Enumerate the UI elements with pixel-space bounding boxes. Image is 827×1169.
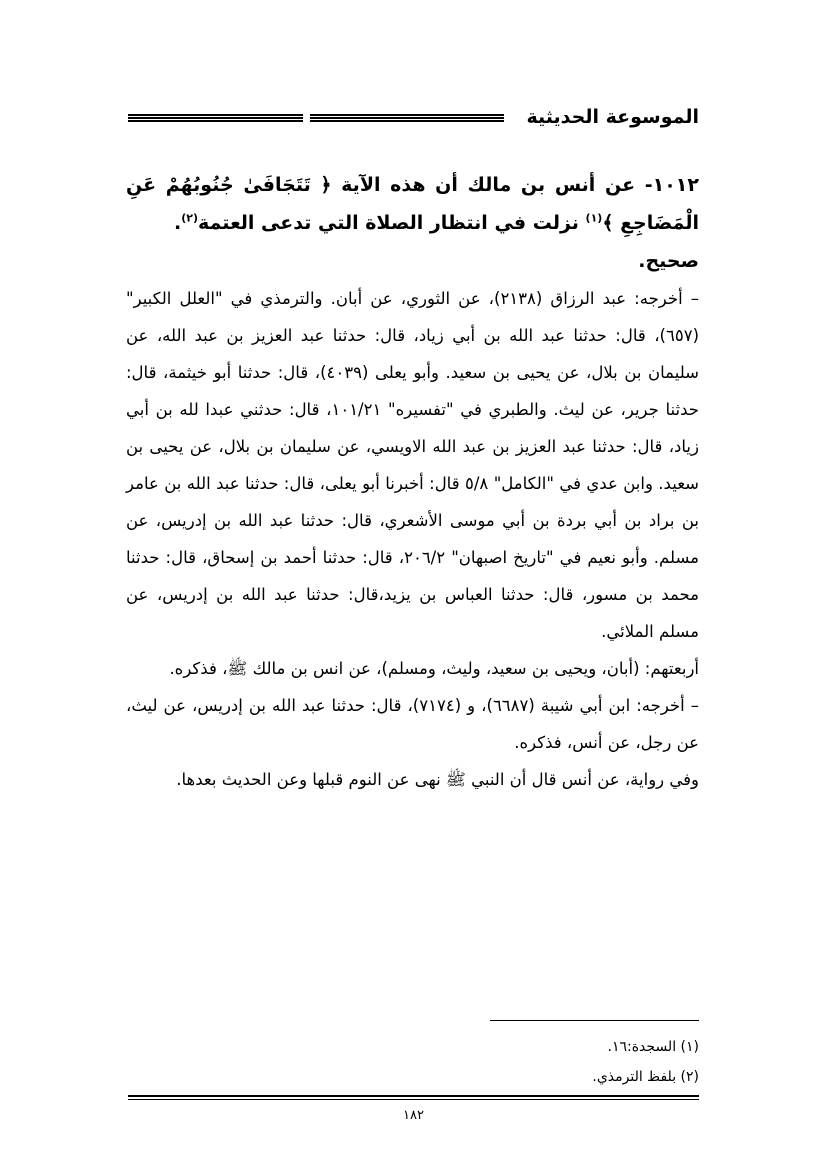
takhrij-paragraph-3: – أخرجه: ابن أبي شيبة (٦٦٨٧)، و (٧١٧٤)، قال: حدثنا عبد الله بن إدريس، عن ليث، عن رجل، عن أنس، فذكره. [126,696,699,752]
hadith-grade: صحيح. [638,250,699,272]
page-number: ١٨٢ [403,1108,424,1123]
footnotes [126,1032,699,1092]
footnote-2: (٢) بلفظ الترمذي. [592,1069,699,1085]
takhrij-paragraph-4: وفي رواية، عن أنس قال أن النبي ﷺ نهى عن النوم قبلها وعن الحديث بعدها. [176,770,699,789]
header-rule-middle [172,114,303,123]
hadith-text [126,166,699,242]
hadith-text-part2: نزلت في انتظار الصلاة التي تدعى العتمة [198,212,586,234]
page-header [128,100,699,140]
hadith-text-end: . [174,212,182,234]
footnote-separator [490,1020,699,1021]
main-content [126,166,699,798]
takhrij-paragraph-2: أربعتهم: (أبان، ويحيى بن سعيد، وليث، ومسلم)، عن انس بن مالك ﷺ، فذكره. [169,659,699,678]
footnote-ref-1: (١) [585,211,603,225]
footnote-ref-2: (٢) [181,211,199,225]
footer-rule [128,1095,699,1100]
footnote-1: (١) السجدة:١٦. [607,1039,699,1055]
hadith-text-part1: ١٠١٢- عن أنس بن مالك أن هذه الآية ﴿ تَتَجَافَىٰ جُنُوبُهُمْ عَنِ الْمَضَاجِعِ ﴾ [126,174,699,234]
header-rule-right [310,114,504,123]
header-title: الموسوعة الحديثية [521,106,700,128]
takhrij-paragraph-1: – أخرجه: عبد الرزاق (٢١٣٨)، عن الثوري، عن أبان. والترمذي في "العلل الكبير" (٦٥٧)، قال: حدثنا عبد الله بن أبي زياد، قال: حدثنا عبد العزيز بن عبد الله، عن سليمان بن بلال، عن يحيى بن سعيد. وأبو يعلى (٤٠٣٩)، قال: حدثنا أبو خيثمة، قال: حدثنا جرير، عن ليث. والطبري في "تفسيره" ١٠١/٢١، قال: حدثني عبدا لله بن أبي زياد، قال: حدثنا عبد العزيز بن عبد الله الاويسي، عن سليمان بن بلال، عن يحيى بن سعيد. وابن عدي في "الكامل" ٥/٨ قال: أخبرنا أبو يعلى، قال: حدثنا عبد الله بن عامر بن براد بن أبي بردة بن أبي موسى الأشعري، قال: حدثنا عبد الله بن إدريس، عن مسلم. وأبو نعيم في "تاريخ اصبهان" ٢٠٦/٢، قال: حدثنا أحمد بن إسحاق، قال: حدثنا محمد بن مسور، قال: حدثنا العباس بن يزيد،قال: حدثنا عبد الله بن إدريس، عن مسلم الملائي. [126,289,700,641]
header-rule-left [128,114,172,123]
